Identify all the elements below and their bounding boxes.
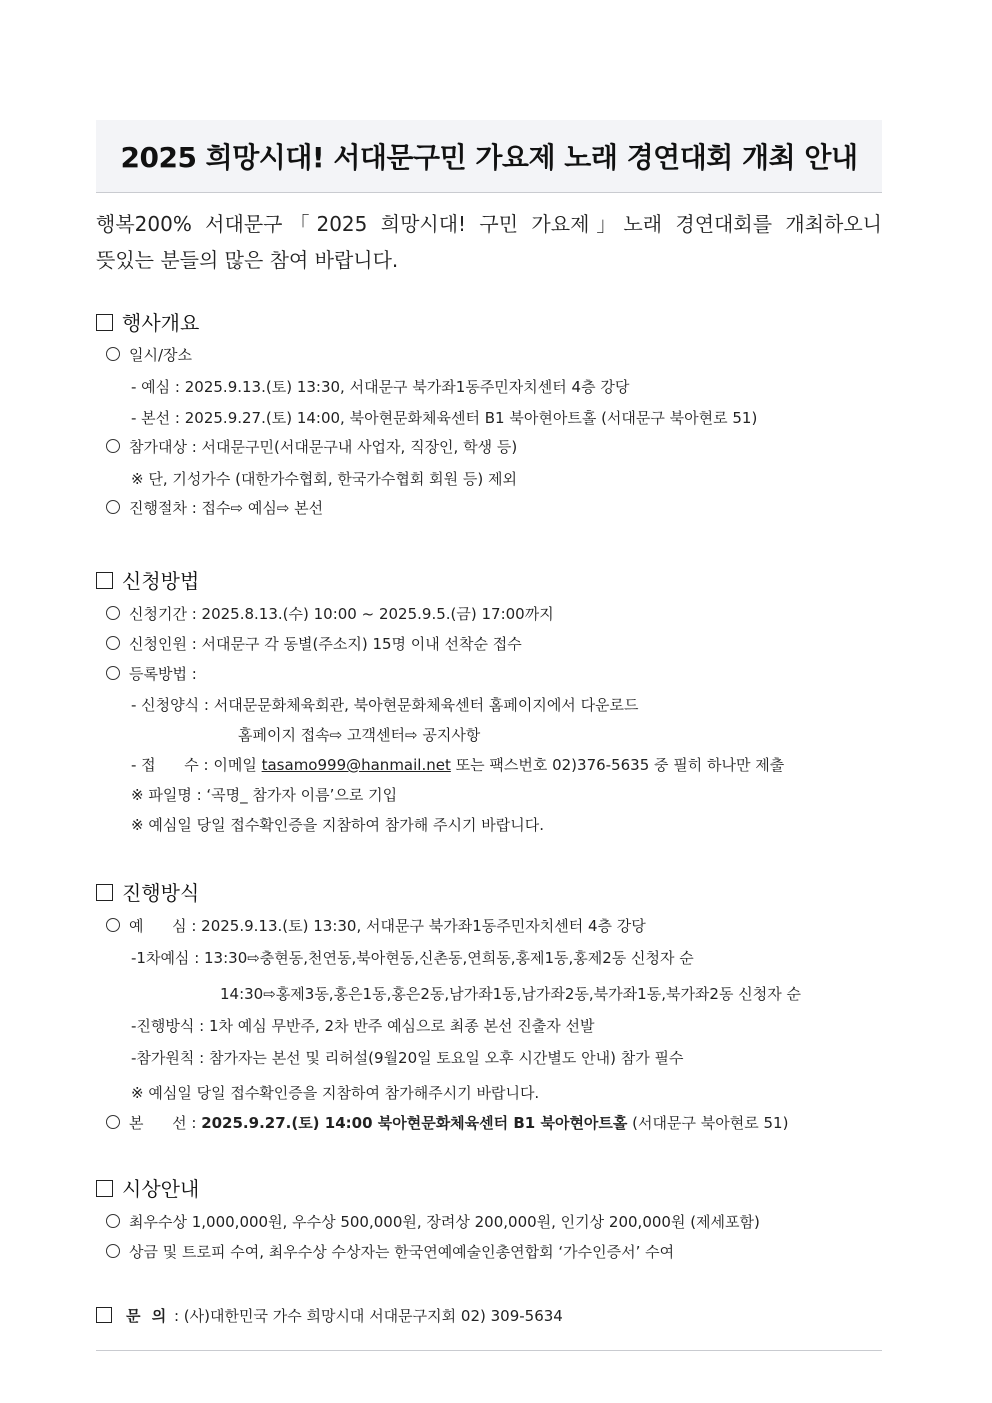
section-progress-heading: 진행방식 — [96, 879, 199, 907]
overview-procedure: 진행절차 : 접수⇨ 예심⇨ 본선 — [106, 498, 323, 518]
circle-bullet-icon — [106, 666, 120, 680]
overview-schedule-place: 일시/장소 — [106, 345, 192, 365]
checkbox-square-icon — [96, 572, 113, 589]
bottom-divider — [96, 1350, 882, 1351]
title-banner — [96, 120, 882, 193]
apply-filename-note: ※ 파일명 : ‘곡명_ 참가자 이름’으로 기입 — [131, 786, 398, 804]
circle-bullet-icon — [106, 606, 120, 620]
apply-prelim-note: ※ 예심일 당일 접수확인증을 지참하여 참가해 주시기 바랍니다. — [131, 816, 544, 834]
apply-quota: 신청인원 : 서대문구 각 동별(주소지) 15명 이내 선착순 접수 — [106, 634, 522, 654]
circle-bullet-icon — [106, 636, 120, 650]
checkbox-square-icon — [96, 1180, 113, 1197]
progress-format: -진행방식 : 1차 예심 무반주, 2차 반주 예심으로 최종 본선 진출자 선발 — [131, 1017, 595, 1035]
apply-receipt: - 접 수 : 이메일 tasamo999@hanmail.net 또는 팩스번호 02)376-5635 중 필히 하나만 제출 — [131, 756, 785, 774]
overview-target: 참가대상 : 서대문구민(서대문구내 사업자, 직장인, 학생 등) — [106, 437, 517, 457]
awards-prizes: 최우수상 1,000,000원, 우수상 500,000원, 장려상 200,000원, 인기상 200,000원 (제세포함) — [106, 1212, 760, 1232]
contact-text: : (사)대한민국 가수 희망시대 서대문구지회 02) 309-5634 — [169, 1307, 563, 1325]
checkbox-square-icon — [96, 1307, 112, 1323]
apply-form-path: 홈페이지 접속⇨ 고객센터⇨ 공지사항 — [238, 726, 481, 744]
checkbox-square-icon — [96, 314, 113, 331]
circle-bullet-icon — [106, 439, 120, 453]
contact-line — [96, 1304, 563, 1328]
apply-form: - 신청양식 : 서대문문화체육회관, 북아현문화체육센터 홈페이지에서 다운로드 — [131, 696, 639, 714]
intro-paragraph — [96, 206, 882, 278]
section-overview-heading: 행사개요 — [96, 309, 199, 337]
contact-label: 문 의 — [126, 1307, 170, 1325]
page-title: 2025 희망시대! 서대문구민 가요제 노래 경연대회 개최 안내 — [120, 141, 858, 174]
progress-round1-a: -1차예심 : 13:30⇨충현동,천연동,북아현동,신촌동,연희동,홍제1동,홍제2동 신청자 순 — [131, 949, 694, 967]
circle-bullet-icon — [106, 1214, 120, 1228]
progress-rule: -참가원칙 : 참가자는 본선 및 리허설(9월20일 토요일 오후 시간별도 안내) 참가 필수 — [131, 1049, 684, 1067]
overview-prelim: - 예심 : 2025.9.13.(토) 13:30, 서대문구 북가좌1동주민자치센터 4층 강당 — [131, 378, 630, 396]
overview-target-note: ※ 단, 기성가수 (대한가수협회, 한국가수협회 회원 등) 제외 — [131, 470, 517, 488]
awards-trophy: 상금 및 트로피 수여, 최우수상 수상자는 한국연예예술인총연합회 ‘가수인증서’ 수여 — [106, 1242, 674, 1262]
circle-bullet-icon — [106, 1244, 120, 1258]
progress-final: 본 선 : 2025.9.27.(토) 14:00 북아현문화체육센터 B1 북아현아트홀 (서대문구 북아현로 51) — [106, 1113, 788, 1133]
progress-round1-b: 14:30⇨홍제3동,홍은1동,홍은2동,남가좌1동,남가좌2동,북가좌1동,북가좌2동 신청자 순 — [220, 985, 801, 1003]
checkbox-square-icon — [96, 884, 113, 901]
circle-bullet-icon — [106, 1115, 120, 1129]
apply-period: 신청기간 : 2025.8.13.(수) 10:00 ~ 2025.9.5.(금) 17:00까지 — [106, 604, 554, 624]
apply-method: 등록방법 : — [106, 664, 197, 684]
email-link[interactable]: tasamo999@hanmail.net — [261, 756, 451, 774]
section-apply-heading: 신청방법 — [96, 567, 199, 595]
progress-note: ※ 예심일 당일 접수확인증을 지참하여 참가해주시기 바랍니다. — [131, 1084, 540, 1102]
circle-bullet-icon — [106, 500, 120, 514]
overview-final: - 본선 : 2025.9.27.(토) 14:00, 북아현문화체육센터 B1 북아현아트홀 (서대문구 북아현로 51) — [131, 409, 758, 427]
intro-line-2: 뜻있는 분들의 많은 참여 바랍니다. — [96, 248, 399, 272]
circle-bullet-icon — [106, 918, 120, 932]
section-awards-heading: 시상안내 — [96, 1175, 199, 1203]
progress-prelim: 예 심 : 2025.9.13.(토) 13:30, 서대문구 북가좌1동주민자치센터 4층 강당 — [106, 916, 646, 936]
intro-line-1: 행복200% 서대문구「2025 희망시대! 구민 가요제」노래 경연대회를 개최하오니 — [96, 212, 882, 236]
circle-bullet-icon — [106, 347, 120, 361]
